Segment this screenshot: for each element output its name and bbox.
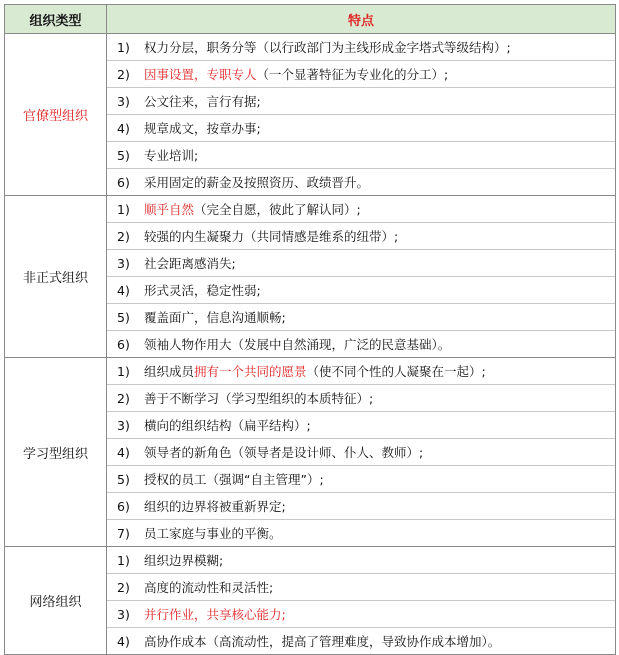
item-number: 3) bbox=[117, 93, 130, 109]
org-type-cell: 网络组织 bbox=[5, 547, 107, 655]
item-text-part: 员工家庭与事业的平衡。 bbox=[144, 526, 282, 541]
item-number: 2) bbox=[117, 390, 130, 406]
item-text bbox=[144, 173, 615, 191]
item-number: 1) bbox=[117, 201, 130, 217]
item-text bbox=[144, 308, 615, 326]
item-text-part: 领导者的新角色（领导者是设计师、仆人、教师）; bbox=[144, 445, 424, 460]
item-number: 3) bbox=[117, 417, 130, 433]
item-number: 1) bbox=[117, 363, 130, 379]
item-text-part: 组织边界模糊; bbox=[144, 553, 224, 568]
item-text bbox=[144, 605, 615, 623]
item-text-part: 领袖人物作用大（发展中自然涌现，广泛的民意基础）。 bbox=[144, 337, 451, 352]
feature-item bbox=[107, 168, 615, 195]
item-text-part: 权力分层，职务分等（以行政部门为主线形成金字塔式等级结构）; bbox=[144, 40, 511, 55]
features-cell bbox=[107, 358, 616, 547]
feature-item bbox=[107, 87, 615, 114]
header-row bbox=[5, 5, 616, 34]
item-text-part: 社会距离感消失; bbox=[144, 256, 236, 271]
item-text bbox=[144, 119, 615, 137]
item-text-part: 横向的组织结构（扁平结构）; bbox=[144, 418, 311, 433]
item-number: 3) bbox=[117, 606, 130, 622]
item-text bbox=[144, 578, 615, 596]
header-features: 特点 bbox=[107, 5, 616, 34]
feature-item bbox=[107, 249, 615, 276]
item-text bbox=[144, 200, 615, 218]
item-text-part: 专业培训; bbox=[144, 148, 199, 163]
item-text bbox=[144, 470, 615, 488]
feature-item bbox=[107, 222, 615, 249]
feature-item bbox=[107, 547, 615, 573]
feature-item bbox=[107, 34, 615, 60]
item-text bbox=[144, 281, 615, 299]
table-row bbox=[5, 34, 616, 196]
item-text bbox=[144, 92, 615, 110]
table-row bbox=[5, 358, 616, 547]
feature-item bbox=[107, 276, 615, 303]
item-text-part: （一个显著特征为专业化的分工）; bbox=[256, 67, 449, 82]
item-text bbox=[144, 551, 615, 569]
item-number: 7) bbox=[117, 525, 130, 541]
org-type-cell: 官僚型组织 bbox=[5, 34, 107, 196]
highlight-text: 顺乎自然 bbox=[144, 202, 195, 217]
org-type-table bbox=[4, 4, 616, 655]
item-text-part: 公文往来，言行有据; bbox=[144, 94, 261, 109]
highlight-text: 因事设置，专职专人 bbox=[144, 67, 257, 82]
item-text bbox=[144, 38, 615, 56]
item-text bbox=[144, 65, 615, 83]
item-text bbox=[144, 443, 615, 461]
item-text-part: 形式灵活，稳定性弱; bbox=[144, 283, 261, 298]
item-number: 4) bbox=[117, 120, 130, 136]
item-text-part: 规章成文，按章办事; bbox=[144, 121, 261, 136]
item-text bbox=[144, 497, 615, 515]
feature-item bbox=[107, 384, 615, 411]
item-number: 1) bbox=[117, 552, 130, 568]
highlight-text: 拥有一个共同的愿景 bbox=[194, 364, 307, 379]
item-text-part: 覆盖面广，信息沟通顺畅; bbox=[144, 310, 286, 325]
feature-item bbox=[107, 196, 615, 222]
feature-item bbox=[107, 330, 615, 357]
feature-item bbox=[107, 60, 615, 87]
item-number: 6) bbox=[117, 498, 130, 514]
item-text bbox=[144, 632, 615, 650]
item-text bbox=[144, 524, 615, 542]
item-text-part: 组织的边界将被重新界定; bbox=[144, 499, 286, 514]
highlight-text: 并行作业，共享核心能力; bbox=[144, 607, 286, 622]
item-number: 4) bbox=[117, 633, 130, 649]
item-text-part: 采用固定的薪金及按照资历、政绩晋升。 bbox=[144, 175, 370, 190]
features-cell bbox=[107, 547, 616, 655]
item-text-part: 授权的员工（强调“自主管理”）; bbox=[144, 472, 324, 487]
table-row bbox=[5, 196, 616, 358]
item-text bbox=[144, 362, 615, 380]
header-org-type: 组织类型 bbox=[5, 5, 107, 34]
features-cell bbox=[107, 34, 616, 196]
feature-item bbox=[107, 114, 615, 141]
feature-item bbox=[107, 465, 615, 492]
item-text bbox=[144, 146, 615, 164]
item-number: 6) bbox=[117, 174, 130, 190]
item-number: 5) bbox=[117, 309, 130, 325]
feature-item bbox=[107, 519, 615, 546]
item-number: 5) bbox=[117, 147, 130, 163]
item-text bbox=[144, 227, 615, 245]
feature-item bbox=[107, 411, 615, 438]
table-row bbox=[5, 547, 616, 655]
feature-item bbox=[107, 303, 615, 330]
item-number: 3) bbox=[117, 255, 130, 271]
feature-item bbox=[107, 141, 615, 168]
item-number: 4) bbox=[117, 444, 130, 460]
table-body bbox=[5, 34, 616, 655]
item-number: 4) bbox=[117, 282, 130, 298]
feature-item bbox=[107, 573, 615, 600]
item-text bbox=[144, 254, 615, 272]
item-number: 2) bbox=[117, 579, 130, 595]
item-text bbox=[144, 389, 615, 407]
item-number: 1) bbox=[117, 39, 130, 55]
item-text-part: 高协作成本（高流动性，提高了管理难度，导致协作成本增加）。 bbox=[144, 634, 501, 649]
item-number: 2) bbox=[117, 228, 130, 244]
item-text-part: （完全自愿，彼此了解认同）; bbox=[194, 202, 361, 217]
item-text-part: 较强的内生凝聚力（共同情感是维系的纽带）; bbox=[144, 229, 399, 244]
item-text-part: 组织成员 bbox=[144, 364, 195, 379]
item-number: 5) bbox=[117, 471, 130, 487]
item-text bbox=[144, 416, 615, 434]
item-text-part: 善于不断学习（学习型组织的本质特征）; bbox=[144, 391, 374, 406]
item-text-part: （使不同个性的人凝聚在一起）; bbox=[306, 364, 486, 379]
item-text bbox=[144, 335, 615, 353]
feature-item bbox=[107, 358, 615, 384]
org-type-cell: 学习型组织 bbox=[5, 358, 107, 547]
item-text-part: 高度的流动性和灵活性; bbox=[144, 580, 274, 595]
feature-item bbox=[107, 600, 615, 627]
org-type-cell: 非正式组织 bbox=[5, 196, 107, 358]
feature-item bbox=[107, 627, 615, 654]
feature-item bbox=[107, 438, 615, 465]
item-number: 2) bbox=[117, 66, 130, 82]
features-cell bbox=[107, 196, 616, 358]
feature-item bbox=[107, 492, 615, 519]
item-number: 6) bbox=[117, 336, 130, 352]
